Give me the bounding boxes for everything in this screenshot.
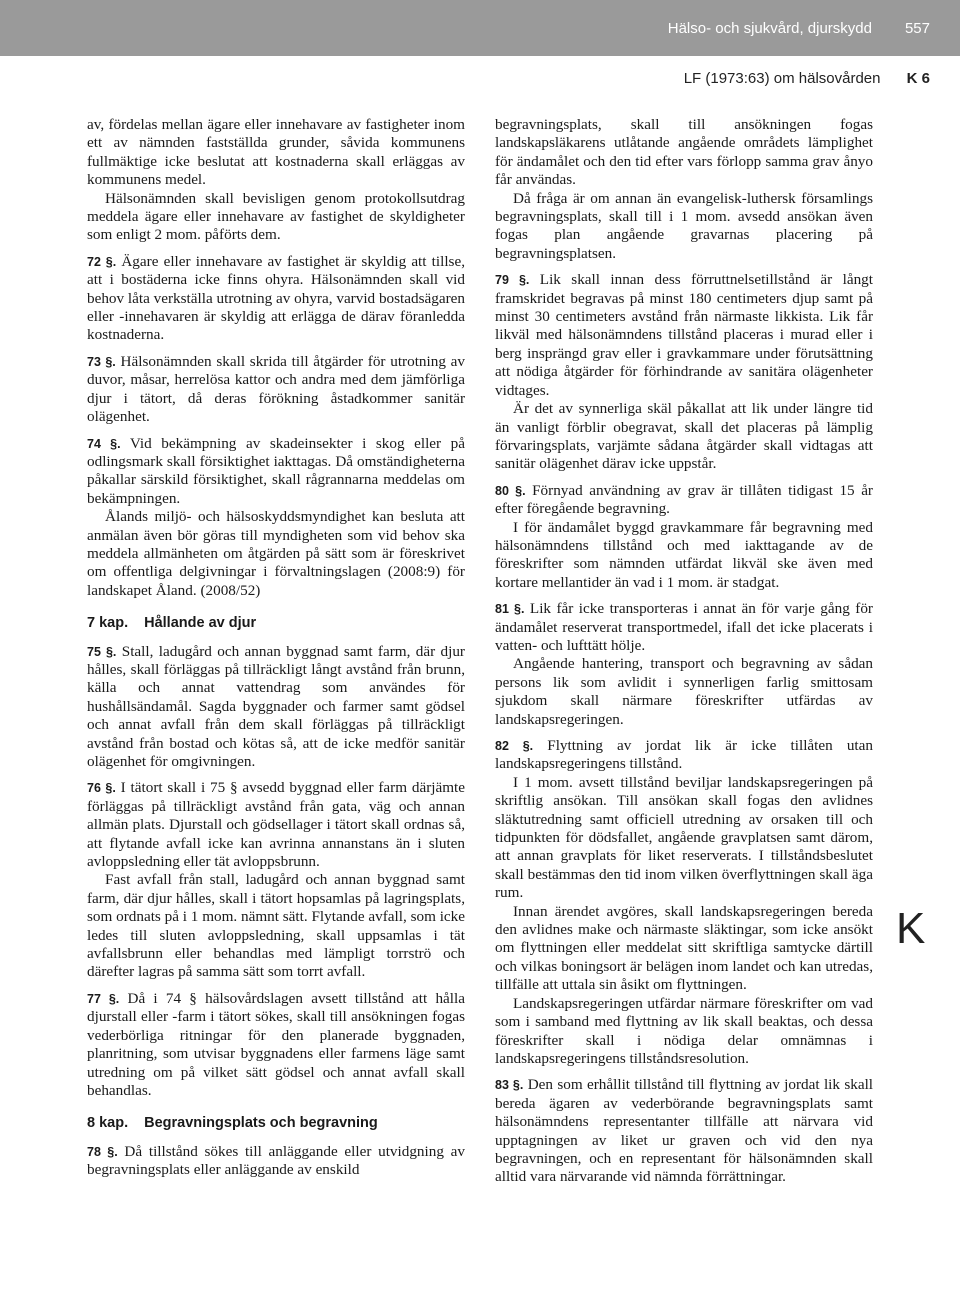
running-header-bar — [0, 0, 960, 56]
section-text: Hälsonämnden skall skrida till åtgärder för utrotning av duvor, måsar, herrelösa kattor och andra med dem jämförliga djur i tätort, då deras förökning åstadkommer sanitär olägenhet. — [87, 352, 465, 426]
section-text: Den som erhållit tillstånd till flyttning av jordat lik skall bereda ägaren av vederbörande begravningsplats samt hälsonämndens representanter tillfälle att närvara vid upptagningen av liket ur graven och vid den nya begravningen, och en representant för hälsonämnden skall alltid vara närvarande vid nämnda förrättningar. — [495, 1076, 874, 1186]
page-number: 557 — [904, 20, 930, 37]
right-column — [495, 116, 873, 1187]
section-text: Lik skall innan dess förruttnelsetillstånd är långt framskridet begravas på minst 180 centimeters djup samt på minst 30 centimeters avstånd från närmaste likkista. Lik får likväl med hälsonämndens tillstånd placeras i murad eller i berg insprängd grav eller i gravkammare under förutsättning att nödiga åtgärder för förhindrande av sanitära olägenheter vidtages. — [495, 271, 873, 399]
section-83 — [495, 1076, 873, 1186]
section-78 — [87, 1143, 465, 1180]
section-code: K 6 — [906, 70, 930, 87]
paragraph: Hälsonämnden skall bevisligen genom protokollsutdrag meddela ägare eller innehavare av fastighet de skyldigheter som enligt 2 mom. påförts dem. — [87, 189, 465, 244]
paragraph: av, fördelas mellan ägare eller innehavare av fastigheter inom ett av nämnden fastställda grunder, såvida kommunens fullmäktige icke beslutat att kostnaderna skall erläggas av kommunens medel. — [87, 116, 465, 189]
section-number: 81 §. — [495, 602, 525, 617]
section-title: Hälso- och sjukvård, djurskydd — [667, 20, 872, 37]
law-title-line — [684, 70, 930, 87]
section-77 — [87, 990, 465, 1100]
side-chapter-marker: K — [896, 904, 926, 953]
section-number: 80 §. — [495, 483, 526, 498]
paragraph: Är det av synnerliga skäl påkallat att lik under längre tid än vanligt förblir obegravat, skall det placeras på lämplig förvaringsplats, varjämte sådana åtgärder skall vidtagas att sanitär olägenhet därav icke uppstår. — [495, 400, 873, 473]
section-text: Ägare eller innehavare av fastighet är skyldig att tillse, att i bostäderna icke finns ohyra. Hälsonämnden skall vid behov låta verkställa utrotning av ohyra, varvid bostadsägaren eller -innehavaren är skyldig att erlägga de därav föranledda kostnaderna. — [87, 252, 465, 344]
section-73 — [87, 353, 465, 427]
paragraph: Ålands miljö- och hälsoskyddsmyndighet kan besluta att anmälan även bör göras till myndigheten som vid behov ska meddela allmänheten om åtgärden på sätt som är föreskrivet om offentliga delgivningar i förvaltningslagen (2008:9) för landskapet Åland. (2008/52) — [87, 508, 465, 599]
paragraph: Angående hantering, transport och begravning av sådan persons lik som avlidit i synnerligen farlig smittosam sjukdom skall närmare föreskrifter utfärdas av landskapsregeringen. — [495, 655, 873, 728]
section-text: Stall, ladugård och annan byggnad samt farm, där djur hålles, skall förläggas på tillräckligt långt avstånd från brunn, källa och annat vattendrag som användes för hushållsändamål. Sagda byggnader och farmer samt gödsel och annat avfall från dem skall förläggas på tillräckligt avstånd från bostad och kötas så, att de icke medför sanitär olägenhet för omgivningen. — [87, 642, 465, 770]
section-text: Då i 74 § hälsovårdslagen avsett tillstånd att hålla djurstall eller -farm i tätort sökes, skall till ansökningen fogas vederbörliga ritningar för den planerade byggnaden, planritning, som utvisar byggnadens eller farmens läge samt utredning om på vilket sätt gödsel och annat avfall skall behandlas. — [87, 989, 465, 1099]
section-80 — [495, 482, 873, 519]
section-number: 77 §. — [87, 991, 120, 1006]
section-text: Lik får icke transporteras i annat än för varje gång för ändamålet reserverat transportmedel, ifall det icke placerats i vatten- och lufttätt hölje. — [495, 600, 873, 654]
chapter-number: 7 kap. — [87, 615, 129, 632]
section-text: Då tillstånd sökes till anläggande eller utvidgning av begravningsplats eller anläggande av enskild — [87, 1142, 465, 1179]
section-text: Förnyad användning av grav är tillåten tidigast 15 år efter föregående begravning. — [495, 481, 873, 518]
section-number: 79 §. — [495, 273, 530, 288]
section-text: I tätort skall i 75 § avsedd byggnad eller farm därjämte förläggas på tillräckligt avstånd från gata, väg och annan allmän plats. Djurstall och gödsellager i tätort skall ordnas så, att flytande avfall icke kan avrinna annanstans än i sluten avloppsledning eller tät avloppsbrunn. — [87, 779, 465, 871]
section-82 — [495, 737, 873, 774]
section-75 — [87, 643, 465, 772]
paragraph: begravningsplats, skall till ansökningen fogas landskapsläkarens utlåtande angående områdets lämplighet för ändamålet och den tid efter vars förlopp samma grav ånyo får användas. — [495, 116, 873, 189]
chapter-number: 8 kap. — [87, 1115, 129, 1132]
section-text: Vid bekämpning av skadeinsekter i skog eller på odlingsmark skall försiktighet iakttagas. Då omständigheterna påkallar särskild försiktighet, skall rågrannarna meddelas om bekämpningen. — [87, 434, 465, 507]
chapter-heading-8 — [87, 1114, 465, 1132]
chapter-heading-7 — [87, 614, 465, 632]
section-76 — [87, 779, 465, 871]
paragraph: Då fråga är om annan än evangelisk-luthersk församlings begravningsplats, skall till i 1 mom. avsedd ansökan även fogas plan angående gravarnas placering på begravningsplatsen. — [495, 189, 873, 262]
paragraph: I för ändamålet byggd gravkammare får begravning med hälsonämndens tillstånd och med iakttagande av de föreskrifter som nämnden utfärdat likväl ske även med kortare mellantider än vad i 1 mom. är stadgat. — [495, 518, 873, 591]
section-79 — [495, 271, 873, 400]
chapter-title: Hållande av djur — [144, 615, 257, 632]
section-number: 82 §. — [495, 739, 534, 753]
section-number: 76 §. — [87, 781, 116, 796]
paragraph: I 1 mom. avsett tillstånd beviljar landskapsregeringen på skriftlig ansökan. Till ansökan skall fogas den avlidnes släktutredning samt officiell utredning av orsaken till och tidpunkten för dödsfallet, angående gravplatsen samt därom, att annan gravplats för liket reserverats. I tillståndsbeslutet skall bestämmas den tid inom vilken överflyttningen skall äga rum. — [495, 773, 873, 902]
section-number: 78 §. — [87, 1144, 118, 1159]
section-number: 74 §. — [87, 436, 121, 451]
paragraph: Fast avfall från stall, ladugård och annan byggnad samt farm, där djur hålles, skall i tätort hopsamlas på lagringsplats, som ordnats på i 1 mom. nämnt sätt. Flytande avfall, som icke ledes till sluten avloppsledning, skall uppsamlas i tät avfallsbrunn eller behandlas med lämpligt torrströ och därefter lagras på samma sätt som torrt avfall. — [87, 871, 465, 981]
section-81 — [495, 600, 873, 655]
section-74 — [87, 435, 465, 509]
section-number: 73 §. — [87, 354, 116, 369]
section-number: 72 §. — [87, 254, 117, 269]
section-number: 75 §. — [87, 644, 117, 659]
left-column — [87, 116, 465, 1180]
section-text: Flyttning av jordat lik är icke tillåten utan landskapsregeringens tillstånd. — [495, 737, 873, 773]
section-72 — [87, 253, 465, 345]
chapter-title: Begravningsplats och begravning — [144, 1115, 378, 1132]
paragraph: Innan ärendet avgöres, skall landskapsregeringen bereda den avlidnes make och närmaste släktingar, som icke ansökt om flyttningen eller meddelat sitt skriftliga samtycke därtill och vilkas boningsort är belägen inom landet och kan utredas, tillfälle att uttala sin åsikt om flyttningen. — [495, 902, 873, 994]
paragraph: Landskapsregeringen utfärdar närmare föreskrifter om vad som i samband med flyttning av lik skall beaktas, och dessa föreskrifter skall i nödiga delar omnämnas i landskapsregeringens tillståndsresolution. — [495, 994, 873, 1067]
law-title: LF (1973:63) om hälsovården — [683, 70, 881, 87]
section-number: 83 §. — [495, 1078, 524, 1093]
